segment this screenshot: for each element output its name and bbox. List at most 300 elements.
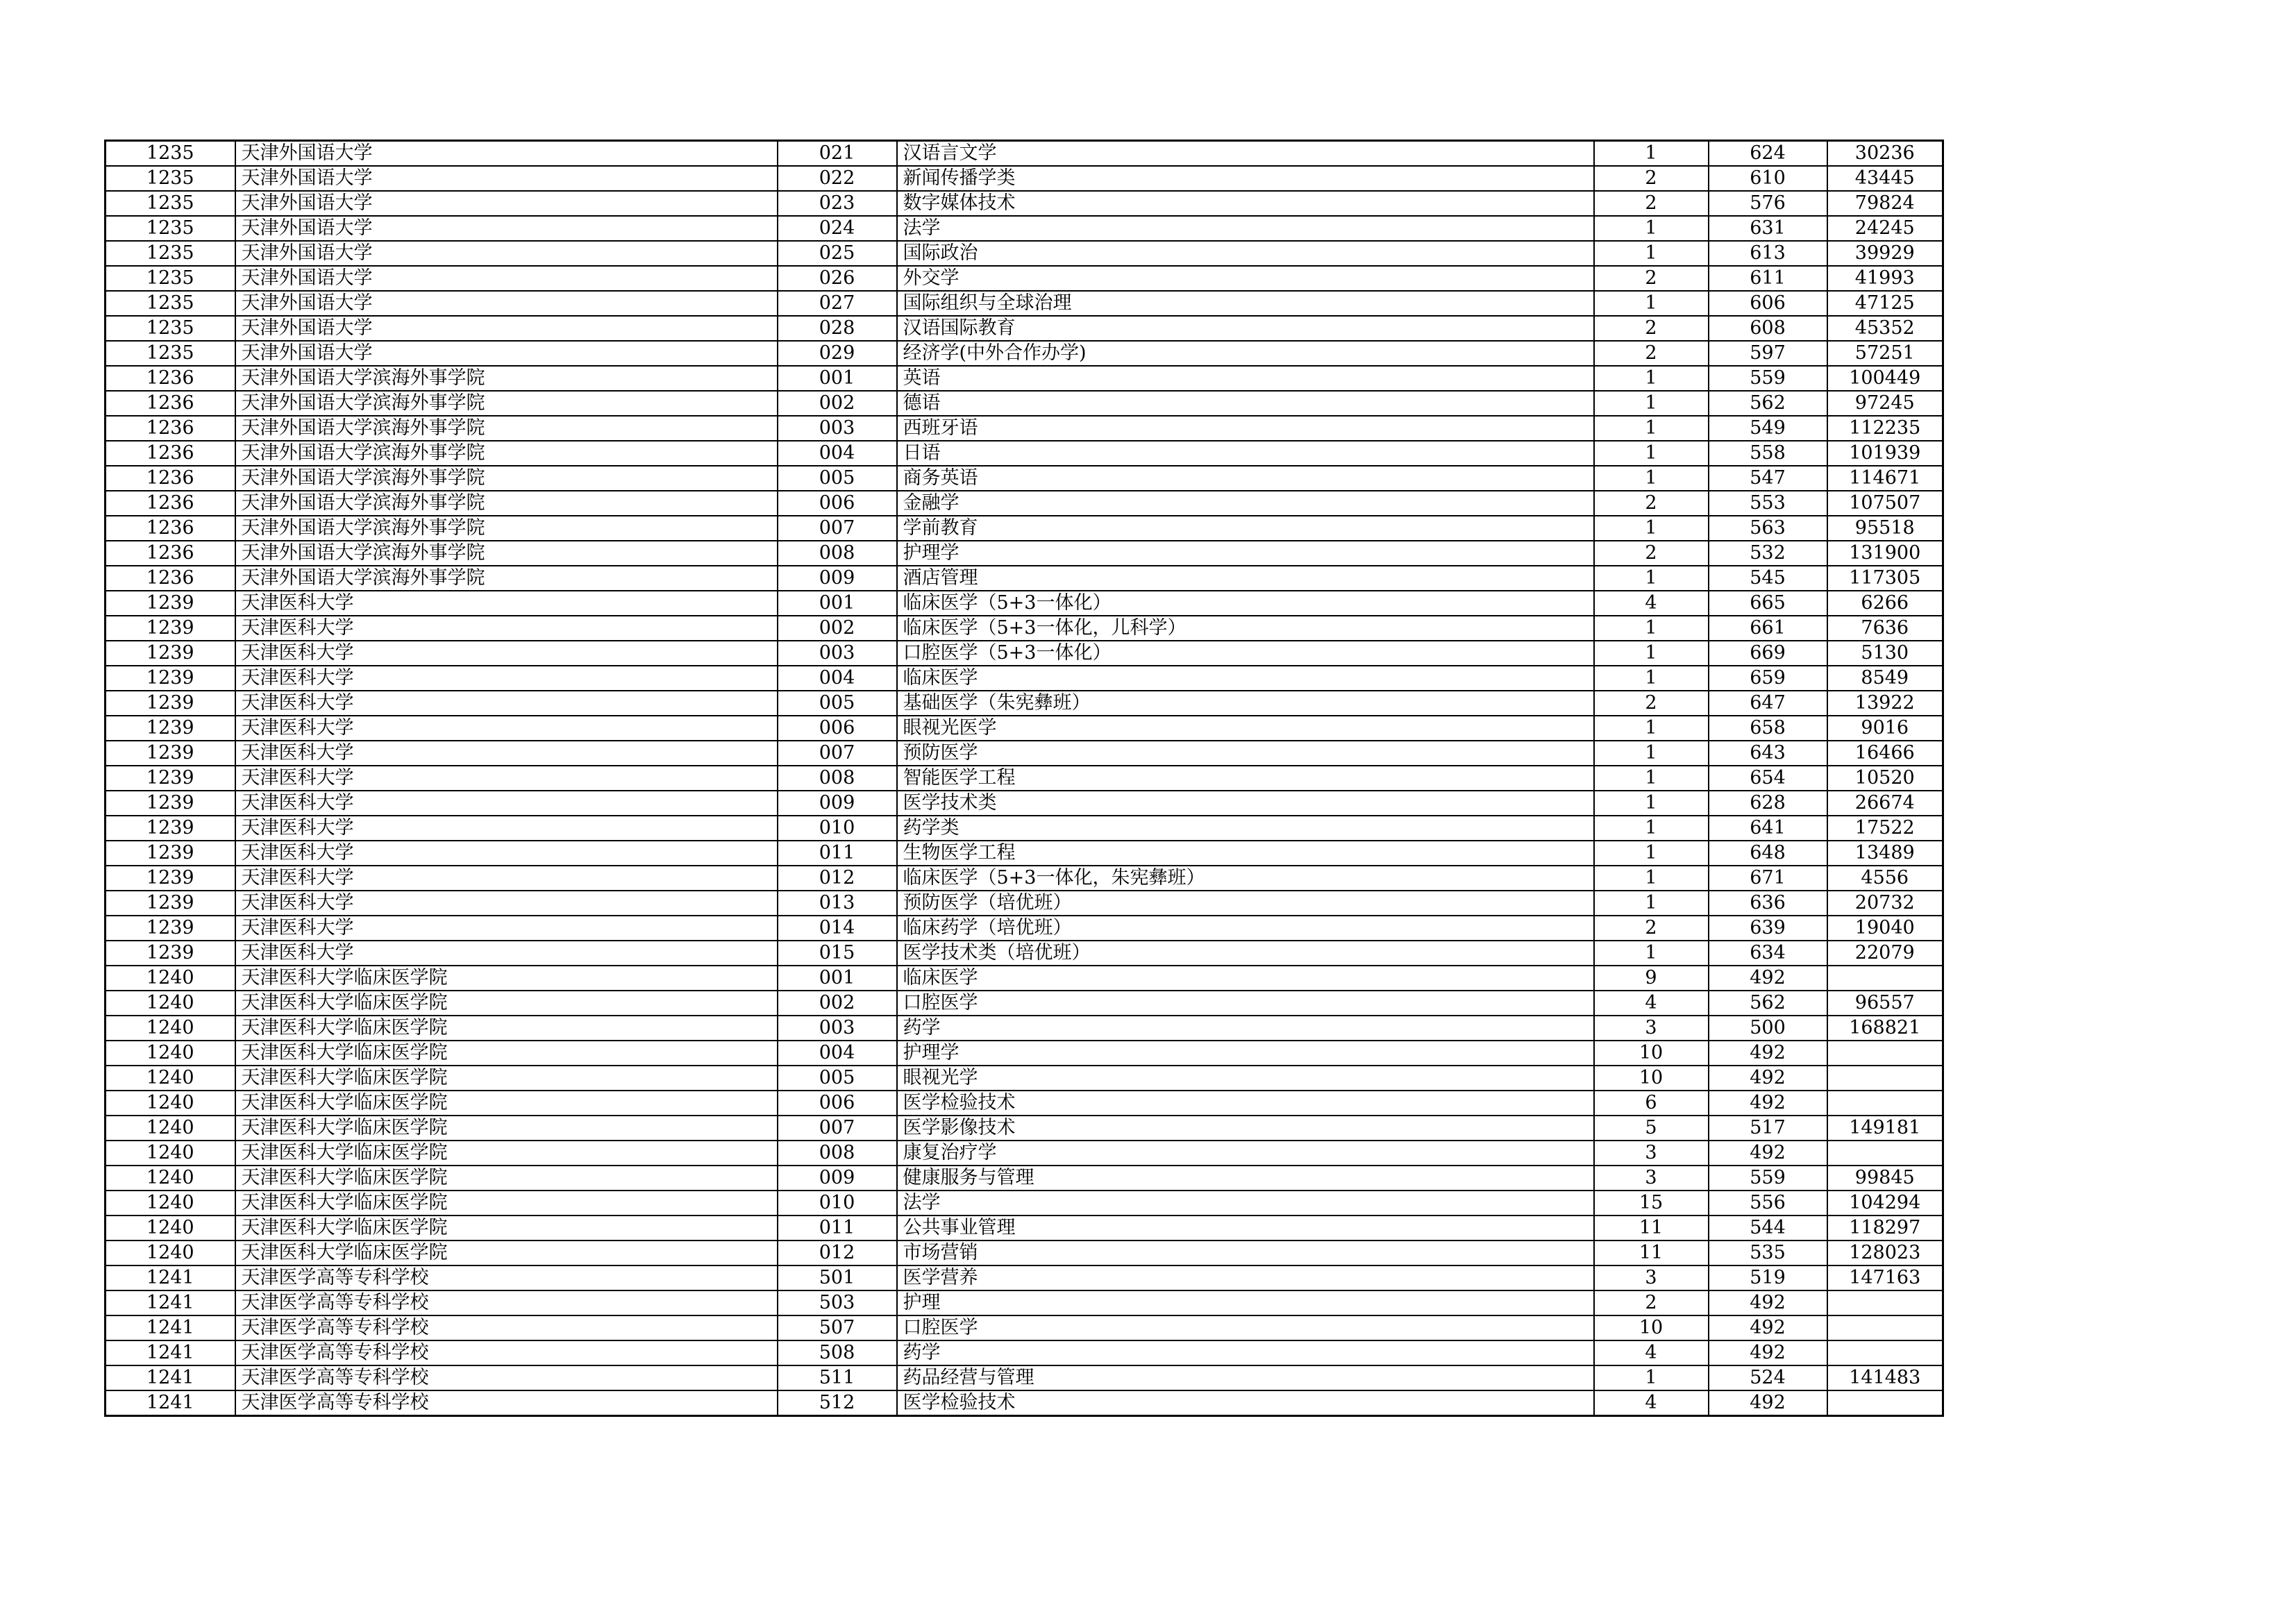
major-name-cell: 外交学 — [897, 266, 1594, 291]
min-rank-cell: 128023 — [1827, 1241, 1943, 1265]
major-name-cell: 临床医学 — [897, 666, 1594, 691]
min-score-cell: 500 — [1709, 1016, 1827, 1041]
major-name-cell: 市场营销 — [897, 1241, 1594, 1265]
table-row — [106, 541, 1943, 566]
major-code-cell: 010 — [778, 816, 897, 841]
major-code-cell: 015 — [778, 941, 897, 966]
school-name-cell: 天津外国语大学 — [235, 291, 778, 316]
min-score-cell: 524 — [1709, 1365, 1827, 1390]
school-code-cell: 1239 — [106, 941, 235, 966]
school-code-cell: 1241 — [106, 1265, 235, 1290]
school-name-cell: 天津医科大学 — [235, 941, 778, 966]
major-name-cell: 酒店管理 — [897, 566, 1594, 591]
table-row — [106, 341, 1943, 366]
min-rank-cell: 131900 — [1827, 541, 1943, 566]
school-code-cell: 1240 — [106, 991, 235, 1016]
school-name-cell: 天津医科大学临床医学院 — [235, 1191, 778, 1216]
major-name-cell: 预防医学（培优班） — [897, 891, 1594, 916]
major-code-cell: 003 — [778, 1016, 897, 1041]
min-score-cell: 549 — [1709, 416, 1827, 441]
table-row — [106, 1141, 1943, 1166]
min-rank-cell: 20732 — [1827, 891, 1943, 916]
table-row — [106, 966, 1943, 991]
school-code-cell: 1241 — [106, 1315, 235, 1340]
plan-count-cell: 1 — [1594, 291, 1709, 316]
admission-score-table — [104, 140, 1944, 1417]
school-name-cell: 天津外国语大学滨海外事学院 — [235, 566, 778, 591]
plan-count-cell: 9 — [1594, 966, 1709, 991]
major-code-cell: 027 — [778, 291, 897, 316]
school-code-cell: 1241 — [106, 1290, 235, 1315]
major-code-cell: 004 — [778, 441, 897, 466]
school-name-cell: 天津医科大学 — [235, 866, 778, 891]
school-code-cell: 1236 — [106, 491, 235, 516]
min-score-cell: 544 — [1709, 1216, 1827, 1241]
min-rank-cell — [1827, 1041, 1943, 1066]
plan-count-cell: 1 — [1594, 666, 1709, 691]
school-name-cell: 天津医学高等专科学校 — [235, 1265, 778, 1290]
table-row — [106, 441, 1943, 466]
min-rank-cell: 16466 — [1827, 741, 1943, 766]
plan-count-cell: 1 — [1594, 766, 1709, 791]
min-score-cell: 576 — [1709, 191, 1827, 216]
table-row — [106, 191, 1943, 216]
plan-count-cell: 1 — [1594, 516, 1709, 541]
min-score-cell: 606 — [1709, 291, 1827, 316]
table-row — [106, 516, 1943, 541]
major-name-cell: 医学营养 — [897, 1265, 1594, 1290]
min-rank-cell: 9016 — [1827, 716, 1943, 741]
school-name-cell: 天津外国语大学滨海外事学院 — [235, 366, 778, 391]
major-code-cell: 002 — [778, 616, 897, 641]
min-rank-cell: 45352 — [1827, 316, 1943, 341]
min-rank-cell — [1827, 1315, 1943, 1340]
school-name-cell: 天津外国语大学 — [235, 216, 778, 241]
plan-count-cell: 15 — [1594, 1191, 1709, 1216]
school-code-cell: 1239 — [106, 866, 235, 891]
school-name-cell: 天津医科大学临床医学院 — [235, 1016, 778, 1041]
table-row — [106, 391, 1943, 416]
school-name-cell: 天津外国语大学滨海外事学院 — [235, 491, 778, 516]
major-name-cell: 预防医学 — [897, 741, 1594, 766]
plan-count-cell: 4 — [1594, 1340, 1709, 1365]
min-score-cell: 556 — [1709, 1191, 1827, 1216]
min-score-cell: 519 — [1709, 1265, 1827, 1290]
major-code-cell: 025 — [778, 241, 897, 266]
school-code-cell: 1239 — [106, 891, 235, 916]
min-score-cell: 659 — [1709, 666, 1827, 691]
major-name-cell: 学前教育 — [897, 516, 1594, 541]
plan-count-cell: 1 — [1594, 816, 1709, 841]
min-score-cell: 562 — [1709, 391, 1827, 416]
school-name-cell: 天津外国语大学 — [235, 191, 778, 216]
school-code-cell: 1241 — [106, 1365, 235, 1390]
table-row — [106, 241, 1943, 266]
table-row — [106, 266, 1943, 291]
school-code-cell: 1239 — [106, 766, 235, 791]
plan-count-cell: 1 — [1594, 791, 1709, 816]
major-name-cell: 数字媒体技术 — [897, 191, 1594, 216]
plan-count-cell: 2 — [1594, 166, 1709, 191]
school-code-cell: 1235 — [106, 341, 235, 366]
min-score-cell: 671 — [1709, 866, 1827, 891]
min-score-cell: 661 — [1709, 616, 1827, 641]
major-name-cell: 商务英语 — [897, 466, 1594, 491]
major-code-cell: 003 — [778, 641, 897, 666]
min-rank-cell — [1827, 1091, 1943, 1116]
major-code-cell: 009 — [778, 566, 897, 591]
school-code-cell: 1235 — [106, 316, 235, 341]
plan-count-cell: 2 — [1594, 916, 1709, 941]
major-code-cell: 004 — [778, 1041, 897, 1066]
major-name-cell: 眼视光学 — [897, 1066, 1594, 1091]
min-rank-cell: 26674 — [1827, 791, 1943, 816]
min-score-cell: 669 — [1709, 641, 1827, 666]
school-name-cell: 天津外国语大学滨海外事学院 — [235, 516, 778, 541]
min-rank-cell: 95518 — [1827, 516, 1943, 541]
major-name-cell: 临床药学（培优班） — [897, 916, 1594, 941]
school-code-cell: 1235 — [106, 166, 235, 191]
school-code-cell: 1235 — [106, 266, 235, 291]
table-row — [106, 691, 1943, 716]
table-row — [106, 1016, 1943, 1041]
school-code-cell: 1236 — [106, 516, 235, 541]
major-name-cell: 新闻传播学类 — [897, 166, 1594, 191]
table-row — [106, 1340, 1943, 1365]
table-row — [106, 1315, 1943, 1340]
school-name-cell: 天津医科大学临床医学院 — [235, 1091, 778, 1116]
major-code-cell: 004 — [778, 666, 897, 691]
table-row — [106, 216, 1943, 241]
major-name-cell: 临床医学（5+3一体化，儿科学） — [897, 616, 1594, 641]
major-code-cell: 009 — [778, 1166, 897, 1191]
school-code-cell: 1239 — [106, 841, 235, 866]
min-score-cell: 610 — [1709, 166, 1827, 191]
table-row — [106, 1191, 1943, 1216]
school-code-cell: 1235 — [106, 191, 235, 216]
min-rank-cell: 79824 — [1827, 191, 1943, 216]
major-name-cell: 日语 — [897, 441, 1594, 466]
school-name-cell: 天津医科大学临床医学院 — [235, 1216, 778, 1241]
table-row — [106, 1216, 1943, 1241]
plan-count-cell: 10 — [1594, 1315, 1709, 1340]
school-name-cell: 天津医科大学临床医学院 — [235, 1041, 778, 1066]
major-code-cell: 511 — [778, 1365, 897, 1390]
min-rank-cell: 4556 — [1827, 866, 1943, 891]
school-code-cell: 1239 — [106, 791, 235, 816]
major-code-cell: 007 — [778, 1116, 897, 1141]
plan-count-cell: 3 — [1594, 1166, 1709, 1191]
major-code-cell: 026 — [778, 266, 897, 291]
school-code-cell: 1236 — [106, 541, 235, 566]
school-name-cell: 天津医科大学 — [235, 766, 778, 791]
table-row — [106, 316, 1943, 341]
school-name-cell: 天津外国语大学滨海外事学院 — [235, 416, 778, 441]
min-score-cell: 492 — [1709, 1340, 1827, 1365]
table-row — [106, 816, 1943, 841]
major-name-cell: 药学 — [897, 1016, 1594, 1041]
major-name-cell: 药学类 — [897, 816, 1594, 841]
min-rank-cell: 107507 — [1827, 491, 1943, 516]
major-name-cell: 康复治疗学 — [897, 1141, 1594, 1166]
school-name-cell: 天津医科大学临床医学院 — [235, 991, 778, 1016]
plan-count-cell: 1 — [1594, 241, 1709, 266]
min-rank-cell: 97245 — [1827, 391, 1943, 416]
school-name-cell: 天津医学高等专科学校 — [235, 1390, 778, 1416]
school-code-cell: 1236 — [106, 366, 235, 391]
min-score-cell: 639 — [1709, 916, 1827, 941]
school-name-cell: 天津医学高等专科学校 — [235, 1365, 778, 1390]
school-name-cell: 天津外国语大学 — [235, 341, 778, 366]
table-row — [106, 916, 1943, 941]
min-rank-cell: 147163 — [1827, 1265, 1943, 1290]
school-code-cell: 1241 — [106, 1390, 235, 1416]
plan-count-cell: 1 — [1594, 141, 1709, 167]
min-score-cell: 647 — [1709, 691, 1827, 716]
min-rank-cell: 117305 — [1827, 566, 1943, 591]
major-code-cell: 012 — [778, 1241, 897, 1265]
major-name-cell: 药学 — [897, 1340, 1594, 1365]
major-name-cell: 护理学 — [897, 541, 1594, 566]
major-code-cell: 013 — [778, 891, 897, 916]
plan-count-cell: 11 — [1594, 1241, 1709, 1265]
plan-count-cell: 2 — [1594, 541, 1709, 566]
major-code-cell: 503 — [778, 1290, 897, 1315]
table-row — [106, 466, 1943, 491]
min-rank-cell — [1827, 1141, 1943, 1166]
plan-count-cell: 1 — [1594, 1365, 1709, 1390]
plan-count-cell: 2 — [1594, 316, 1709, 341]
min-rank-cell: 118297 — [1827, 1216, 1943, 1241]
major-name-cell: 法学 — [897, 1191, 1594, 1216]
table-row — [106, 1265, 1943, 1290]
major-name-cell: 汉语国际教育 — [897, 316, 1594, 341]
table-row — [106, 566, 1943, 591]
min-rank-cell — [1827, 1340, 1943, 1365]
major-code-cell: 006 — [778, 716, 897, 741]
school-code-cell: 1240 — [106, 1016, 235, 1041]
major-code-cell: 508 — [778, 1340, 897, 1365]
major-code-cell: 512 — [778, 1390, 897, 1416]
table-row — [106, 416, 1943, 441]
school-name-cell: 天津医科大学 — [235, 591, 778, 616]
school-code-cell: 1239 — [106, 591, 235, 616]
school-code-cell: 1236 — [106, 416, 235, 441]
major-name-cell: 护理 — [897, 1290, 1594, 1315]
school-code-cell: 1236 — [106, 566, 235, 591]
school-name-cell: 天津外国语大学 — [235, 141, 778, 167]
min-rank-cell: 57251 — [1827, 341, 1943, 366]
min-score-cell: 597 — [1709, 341, 1827, 366]
min-score-cell: 492 — [1709, 1041, 1827, 1066]
school-name-cell: 天津医科大学 — [235, 741, 778, 766]
min-rank-cell: 30236 — [1827, 141, 1943, 167]
min-rank-cell — [1827, 1390, 1943, 1416]
min-score-cell: 559 — [1709, 366, 1827, 391]
plan-count-cell: 2 — [1594, 191, 1709, 216]
plan-count-cell: 1 — [1594, 866, 1709, 891]
major-name-cell: 临床医学（5+3一体化） — [897, 591, 1594, 616]
school-code-cell: 1239 — [106, 666, 235, 691]
plan-count-cell: 1 — [1594, 641, 1709, 666]
school-name-cell: 天津医科大学 — [235, 666, 778, 691]
min-score-cell: 634 — [1709, 941, 1827, 966]
school-code-cell: 1241 — [106, 1340, 235, 1365]
school-name-cell: 天津医科大学临床医学院 — [235, 1116, 778, 1141]
min-rank-cell: 141483 — [1827, 1365, 1943, 1390]
plan-count-cell: 3 — [1594, 1265, 1709, 1290]
plan-count-cell: 1 — [1594, 941, 1709, 966]
major-code-cell: 001 — [778, 966, 897, 991]
min-score-cell: 558 — [1709, 441, 1827, 466]
major-name-cell: 医学检验技术 — [897, 1091, 1594, 1116]
table-row — [106, 641, 1943, 666]
min-rank-cell: 96557 — [1827, 991, 1943, 1016]
min-rank-cell: 41993 — [1827, 266, 1943, 291]
major-code-cell: 028 — [778, 316, 897, 341]
major-code-cell: 009 — [778, 791, 897, 816]
plan-count-cell: 5 — [1594, 1116, 1709, 1141]
major-name-cell: 金融学 — [897, 491, 1594, 516]
major-name-cell: 口腔医学 — [897, 1315, 1594, 1340]
school-code-cell: 1235 — [106, 216, 235, 241]
min-score-cell: 648 — [1709, 841, 1827, 866]
major-name-cell: 医学技术类（培优班） — [897, 941, 1594, 966]
school-name-cell: 天津医科大学 — [235, 641, 778, 666]
table-row — [106, 1166, 1943, 1191]
major-code-cell: 029 — [778, 341, 897, 366]
min-score-cell: 658 — [1709, 716, 1827, 741]
school-name-cell: 天津医科大学临床医学院 — [235, 1066, 778, 1091]
table-row — [106, 991, 1943, 1016]
table-row — [106, 616, 1943, 641]
school-code-cell: 1240 — [106, 1066, 235, 1091]
min-score-cell: 563 — [1709, 516, 1827, 541]
min-score-cell: 641 — [1709, 816, 1827, 841]
min-score-cell: 492 — [1709, 1390, 1827, 1416]
plan-count-cell: 1 — [1594, 841, 1709, 866]
plan-count-cell: 4 — [1594, 991, 1709, 1016]
major-code-cell: 024 — [778, 216, 897, 241]
school-name-cell: 天津医学高等专科学校 — [235, 1315, 778, 1340]
school-code-cell: 1239 — [106, 691, 235, 716]
school-name-cell: 天津外国语大学 — [235, 266, 778, 291]
min-rank-cell: 43445 — [1827, 166, 1943, 191]
major-name-cell: 生物医学工程 — [897, 841, 1594, 866]
school-name-cell: 天津医科大学 — [235, 616, 778, 641]
plan-count-cell: 10 — [1594, 1041, 1709, 1066]
table-row — [106, 666, 1943, 691]
major-code-cell: 501 — [778, 1265, 897, 1290]
school-code-cell: 1239 — [106, 816, 235, 841]
min-rank-cell: 104294 — [1827, 1191, 1943, 1216]
min-rank-cell: 149181 — [1827, 1116, 1943, 1141]
min-score-cell: 492 — [1709, 1066, 1827, 1091]
major-code-cell: 023 — [778, 191, 897, 216]
major-name-cell: 健康服务与管理 — [897, 1166, 1594, 1191]
school-code-cell: 1240 — [106, 1116, 235, 1141]
major-code-cell: 002 — [778, 391, 897, 416]
major-name-cell: 经济学(中外合作办学) — [897, 341, 1594, 366]
min-score-cell: 492 — [1709, 1091, 1827, 1116]
major-name-cell: 西班牙语 — [897, 416, 1594, 441]
min-score-cell: 643 — [1709, 741, 1827, 766]
school-code-cell: 1240 — [106, 1191, 235, 1216]
school-code-cell: 1235 — [106, 141, 235, 167]
table-row — [106, 791, 1943, 816]
min-rank-cell: 22079 — [1827, 941, 1943, 966]
school-code-cell: 1239 — [106, 741, 235, 766]
major-code-cell: 012 — [778, 866, 897, 891]
table-row — [106, 841, 1943, 866]
min-score-cell: 624 — [1709, 141, 1827, 167]
plan-count-cell: 1 — [1594, 416, 1709, 441]
plan-count-cell: 1 — [1594, 391, 1709, 416]
school-code-cell: 1236 — [106, 466, 235, 491]
major-name-cell: 眼视光医学 — [897, 716, 1594, 741]
table-body — [106, 141, 1943, 1416]
major-name-cell: 基础医学（朱宪彝班） — [897, 691, 1594, 716]
school-name-cell: 天津医科大学 — [235, 716, 778, 741]
school-code-cell: 1240 — [106, 1166, 235, 1191]
plan-count-cell: 1 — [1594, 616, 1709, 641]
major-name-cell: 德语 — [897, 391, 1594, 416]
min-rank-cell: 24245 — [1827, 216, 1943, 241]
school-code-cell: 1239 — [106, 641, 235, 666]
major-name-cell: 法学 — [897, 216, 1594, 241]
school-code-cell: 1240 — [106, 1091, 235, 1116]
min-score-cell: 553 — [1709, 491, 1827, 516]
school-name-cell: 天津外国语大学滨海外事学院 — [235, 541, 778, 566]
min-score-cell: 545 — [1709, 566, 1827, 591]
plan-count-cell: 2 — [1594, 266, 1709, 291]
school-code-cell: 1235 — [106, 291, 235, 316]
school-code-cell: 1240 — [106, 1216, 235, 1241]
min-rank-cell: 114671 — [1827, 466, 1943, 491]
school-code-cell: 1236 — [106, 441, 235, 466]
plan-count-cell: 6 — [1594, 1091, 1709, 1116]
plan-count-cell: 11 — [1594, 1216, 1709, 1241]
table-row — [106, 366, 1943, 391]
plan-count-cell: 4 — [1594, 1390, 1709, 1416]
min-score-cell: 517 — [1709, 1116, 1827, 1141]
school-name-cell: 天津医科大学 — [235, 791, 778, 816]
major-name-cell: 药品经营与管理 — [897, 1365, 1594, 1390]
min-score-cell: 628 — [1709, 791, 1827, 816]
school-name-cell: 天津外国语大学滨海外事学院 — [235, 391, 778, 416]
min-score-cell: 608 — [1709, 316, 1827, 341]
school-name-cell: 天津外国语大学滨海外事学院 — [235, 441, 778, 466]
min-rank-cell: 7636 — [1827, 616, 1943, 641]
plan-count-cell: 10 — [1594, 1066, 1709, 1091]
table-row — [106, 716, 1943, 741]
min-rank-cell: 5130 — [1827, 641, 1943, 666]
major-code-cell: 001 — [778, 366, 897, 391]
major-name-cell: 口腔医学（5+3一体化） — [897, 641, 1594, 666]
major-name-cell: 国际政治 — [897, 241, 1594, 266]
school-code-cell: 1235 — [106, 241, 235, 266]
min-score-cell: 636 — [1709, 891, 1827, 916]
major-code-cell: 022 — [778, 166, 897, 191]
min-score-cell: 547 — [1709, 466, 1827, 491]
table-row — [106, 491, 1943, 516]
major-code-cell: 008 — [778, 541, 897, 566]
school-code-cell: 1240 — [106, 966, 235, 991]
school-name-cell: 天津医学高等专科学校 — [235, 1290, 778, 1315]
min-rank-cell: 47125 — [1827, 291, 1943, 316]
min-rank-cell: 100449 — [1827, 366, 1943, 391]
min-rank-cell: 10520 — [1827, 766, 1943, 791]
